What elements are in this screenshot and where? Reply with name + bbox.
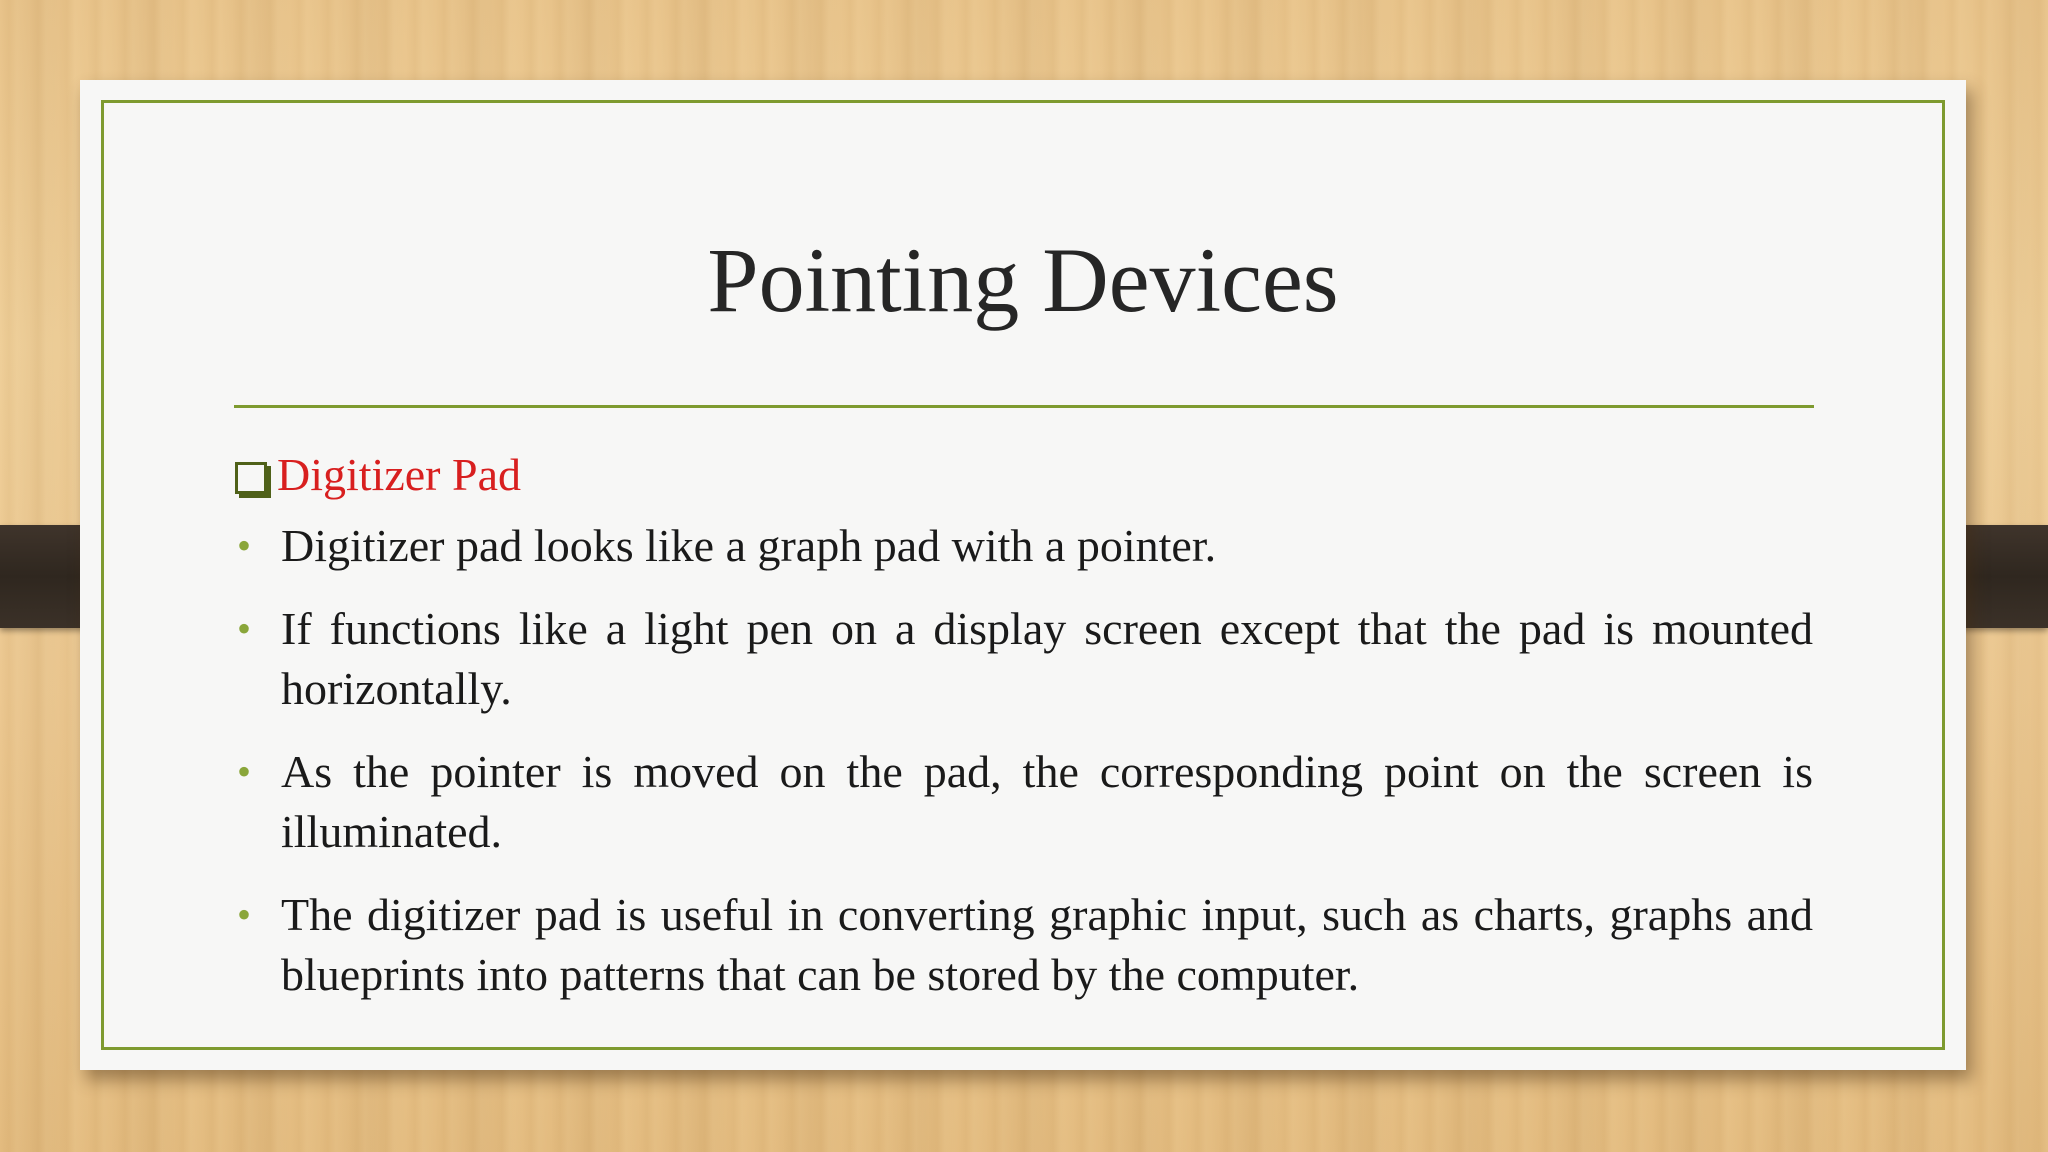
slide-card bbox=[80, 80, 1966, 1070]
bullet-icon: • bbox=[237, 892, 252, 937]
subheading-label: Digitizer Pad bbox=[277, 449, 521, 500]
bullet-icon: • bbox=[237, 523, 252, 568]
bullet-text: As the pointer is moved on the pad, the corresponding point on the screen is illuminated. bbox=[281, 746, 1813, 857]
bullet-text: Digitizer pad looks like a graph pad with a pointer. bbox=[281, 520, 1217, 571]
bullet-list bbox=[235, 516, 1813, 1005]
slide-title: Pointing Devices bbox=[707, 229, 1339, 331]
bullet-icon: • bbox=[237, 749, 252, 794]
bullet-icon: • bbox=[237, 606, 252, 651]
list-item bbox=[235, 885, 1813, 1005]
subheading bbox=[235, 442, 1813, 512]
checkbox-icon bbox=[235, 462, 267, 494]
title-divider bbox=[234, 405, 1814, 408]
list-item bbox=[235, 599, 1813, 719]
slide-content bbox=[235, 442, 1813, 1028]
bullet-text: If functions like a light pen on a display screen except that the pad is mounted horizontally. bbox=[281, 603, 1813, 714]
list-item bbox=[235, 742, 1813, 862]
bullet-text: The digitizer pad is useful in converting graphic input, such as charts, graphs and blueprints into patterns that can be stored by the computer. bbox=[281, 889, 1813, 1000]
list-item bbox=[235, 516, 1813, 576]
